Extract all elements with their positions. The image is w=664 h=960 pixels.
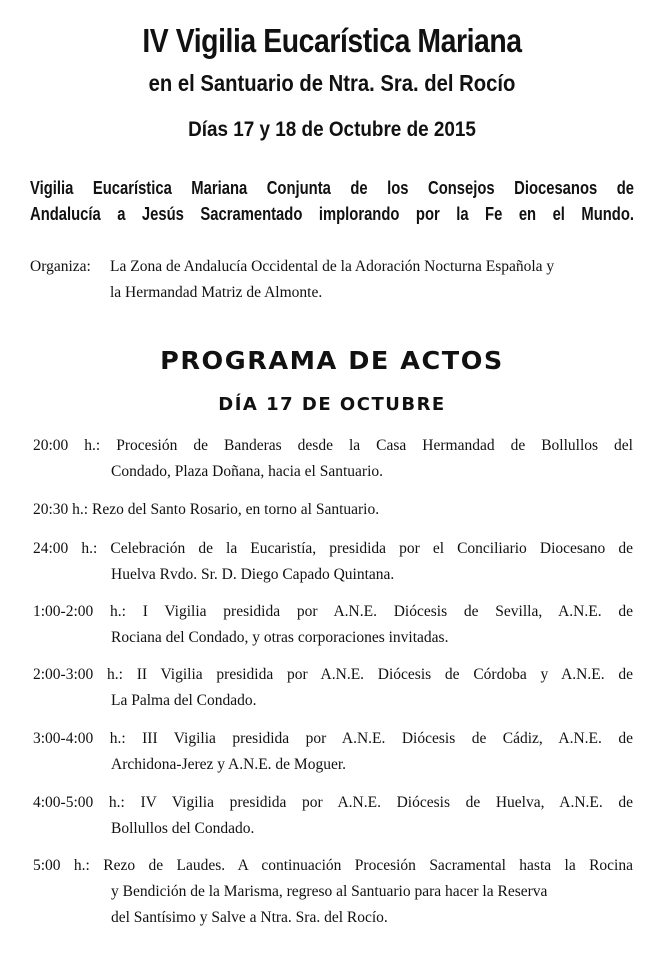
program-item-line: 4:00-5:00 h.: IV Vigilia presidida por A.N.E. Diócesis de Huelva, A.N.E. de (33, 794, 633, 811)
program-item-line: Condado, Plaza Doñana, hacia el Santuario. (111, 463, 384, 480)
page-subtitle: en el Santuario de Ntra. Sra. del Rocío (148, 70, 516, 96)
program-item-line: Archidona-Jerez y A.N.E. de Moguer. (111, 756, 347, 773)
program-item (33, 853, 633, 931)
program-item-line: y Bendición de la Marisma, regreso al Santuario para hacer la Reserva (111, 883, 548, 900)
program-heading: PROGRAMA DE ACTOS (160, 346, 504, 375)
program-item-line: 5:00 h.: Rezo de Laudes. A continuación Procesión Sacramental hasta la Rocina (33, 857, 633, 874)
program-item (33, 790, 633, 842)
program-item-line: Rociana del Condado, y otras corporaciones invitadas. (111, 629, 449, 646)
program-item-line: La Palma del Condado. (111, 692, 257, 709)
program-item (33, 433, 633, 485)
organiza-block (30, 254, 640, 306)
program-item (33, 599, 633, 651)
program-item-line: Huelva Rvdo. Sr. D. Diego Capado Quintana. (111, 566, 395, 583)
program-item (33, 536, 633, 588)
event-dates: Días 17 y 18 de Octubre de 2015 (188, 118, 476, 141)
organiza-line: la Hermandad Matriz de Almonte. (110, 284, 323, 301)
intro-line: Vigilia Eucarística Mariana Conjunta de los Consejos Diocesanos de (30, 177, 634, 198)
program-item-line: 20:30 h.: Rezo del Santo Rosario, en torno al Santuario. (33, 501, 380, 518)
program-item (33, 726, 633, 778)
program-item-line: 3:00-4:00 h.: III Vigilia presidida por A.N.E. Diócesis de Cádiz, A.N.E. de (33, 730, 633, 747)
program-item (33, 662, 633, 714)
program-item-line: 24:00 h.: Celebración de la Eucaristía, presidida por el Conciliario Diocesano de (33, 540, 633, 557)
program-item-line: 1:00-2:00 h.: I Vigilia presidida por A.N.E. Diócesis de Sevilla, A.N.E. de (33, 603, 633, 620)
page-title: IV Vigilia Eucarística Mariana (142, 22, 522, 59)
program-item-line: del Santísimo y Salve a Ntra. Sra. del Rocío. (111, 909, 388, 926)
organiza-label: Organiza: (30, 258, 91, 275)
program-day-heading: DÍA 17 DE OCTUBRE (218, 394, 446, 415)
program-item-line: 20:00 h.: Procesión de Banderas desde la Casa Hermandad de Bollullos del (33, 437, 633, 454)
program-item-line: Bollullos del Condado. (111, 820, 255, 837)
program-item (33, 497, 633, 523)
intro-line: Andalucía a Jesús Sacramentado implorando por la Fe en el Mundo. (30, 203, 634, 224)
program-item-line: 2:00-3:00 h.: II Vigilia presidida por A.N.E. Diócesis de Córdoba y A.N.E. de (33, 666, 633, 683)
organiza-line: La Zona de Andalucía Occidental de la Adoración Nocturna Española y (110, 258, 555, 275)
intro-paragraph (30, 175, 634, 227)
